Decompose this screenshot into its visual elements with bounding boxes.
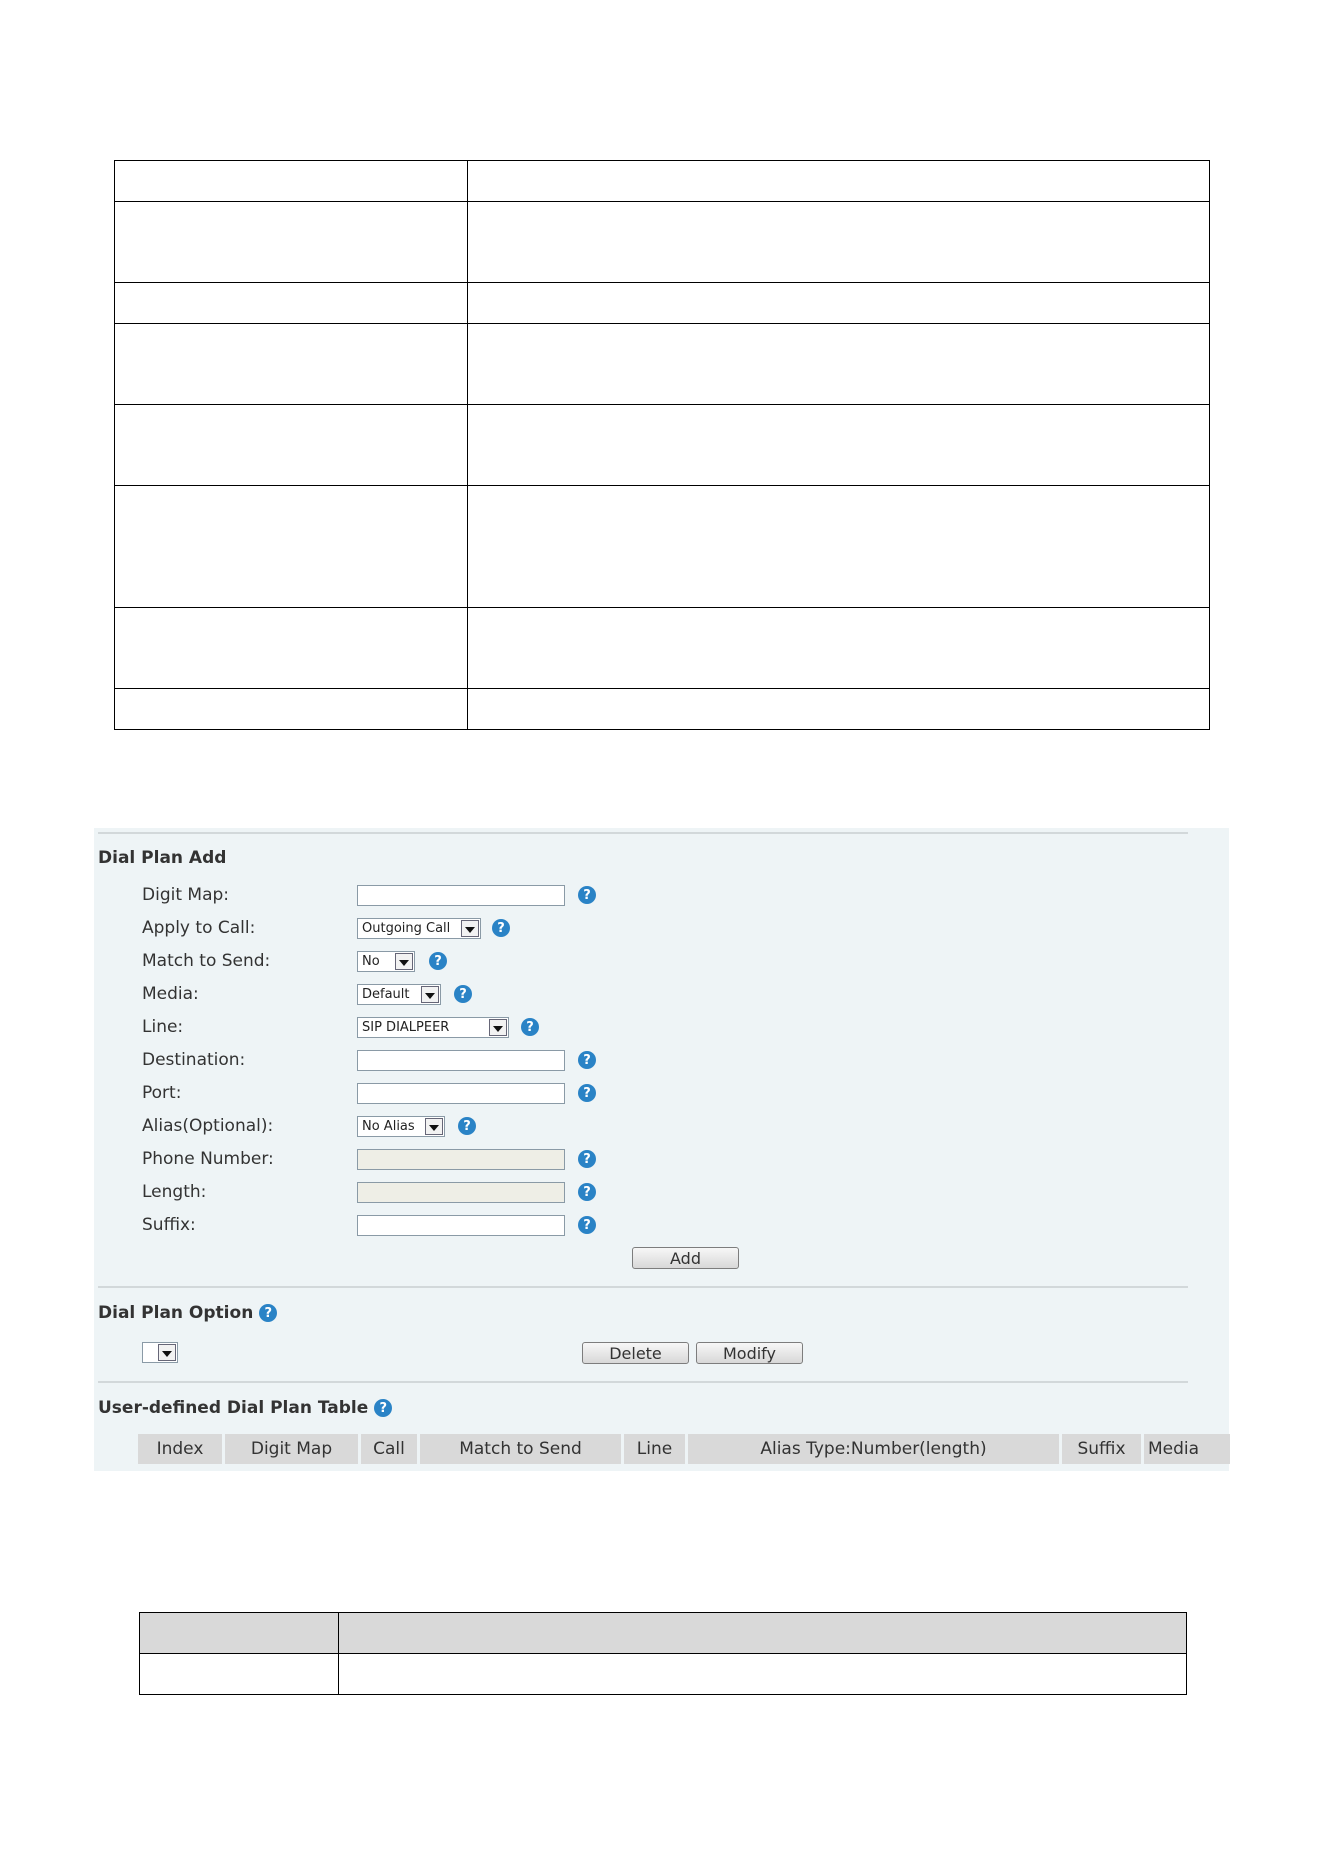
modify-button[interactable]: Modify [696,1342,803,1364]
help-icon[interactable]: ? [492,919,510,937]
dial-plan-table-title: User-defined Dial Plan Table ? [98,1398,392,1418]
top-document-table [114,160,1210,730]
dial-plan-panel [94,828,1229,1471]
length-label: Length: [142,1182,207,1202]
dial-plan-add-title: Dial Plan Add [98,848,227,868]
chevron-down-icon [158,1344,176,1361]
table-row [115,161,1210,202]
chevron-down-icon [461,920,479,937]
add-button[interactable]: Add [632,1247,739,1269]
chevron-down-icon [489,1019,507,1036]
help-icon[interactable]: ? [578,1216,596,1234]
dial-plan-option-title: Dial Plan Option ? [98,1303,277,1323]
bottom-document-table [139,1612,1187,1695]
line-select[interactable]: SIP DIALPEER [357,1017,509,1038]
apply-to-call-label: Apply to Call: [142,918,256,938]
dial-plan-option-select[interactable] [142,1342,178,1363]
match-to-send-select[interactable]: No [357,951,415,972]
delete-button[interactable]: Delete [582,1342,689,1364]
port-input[interactable] [357,1083,565,1104]
table-row [115,608,1210,689]
column-header-alias-type: Alias Type:Number(length) [688,1434,1059,1464]
chevron-down-icon [421,986,439,1003]
digit-map-input[interactable] [357,885,565,906]
phone-number-label: Phone Number: [142,1149,274,1169]
destination-input[interactable] [357,1050,565,1071]
match-to-send-label: Match to Send: [142,951,271,971]
help-icon[interactable]: ? [521,1018,539,1036]
port-label: Port: [142,1083,182,1103]
table-row [115,324,1210,405]
help-icon[interactable]: ? [454,985,472,1003]
dial-plan-table-header [138,1434,1230,1464]
column-header-index: Index [138,1434,222,1464]
line-label: Line: [142,1017,184,1037]
suffix-label: Suffix: [142,1215,196,1235]
alias-label: Alias(Optional): [142,1116,274,1136]
help-icon[interactable]: ? [578,1051,596,1069]
media-label: Media: [142,984,199,1004]
apply-to-call-select[interactable]: Outgoing Call [357,918,481,939]
alias-select[interactable]: No Alias [357,1116,445,1137]
phone-number-input[interactable] [357,1149,565,1170]
help-icon[interactable]: ? [578,1150,596,1168]
table-row [115,202,1210,283]
digit-map-label: Digit Map: [142,885,230,905]
table-row [115,405,1210,486]
column-header-line: Line [624,1434,685,1464]
destination-label: Destination: [142,1050,246,1070]
divider [98,1381,1188,1383]
chevron-down-icon [395,953,413,970]
media-select[interactable]: Default [357,984,441,1005]
column-header-media: Media [1144,1434,1230,1464]
table-row [140,1654,1187,1695]
help-icon[interactable]: ? [578,1183,596,1201]
column-header-call: Call [361,1434,417,1464]
help-icon[interactable]: ? [578,1084,596,1102]
table-row [115,283,1210,324]
help-icon[interactable]: ? [259,1304,277,1322]
divider [98,832,1188,834]
divider [98,1286,1188,1288]
help-icon[interactable]: ? [458,1117,476,1135]
help-icon[interactable]: ? [578,886,596,904]
help-icon[interactable]: ? [374,1399,392,1417]
suffix-input[interactable] [357,1215,565,1236]
column-header-match-to-send: Match to Send [420,1434,621,1464]
chevron-down-icon [425,1118,443,1135]
column-header-digit-map: Digit Map [225,1434,358,1464]
table-header-row [140,1613,1187,1654]
help-icon[interactable]: ? [429,952,447,970]
table-row [115,689,1210,730]
length-input[interactable] [357,1182,565,1203]
column-header-suffix: Suffix [1062,1434,1141,1464]
table-row [115,486,1210,608]
